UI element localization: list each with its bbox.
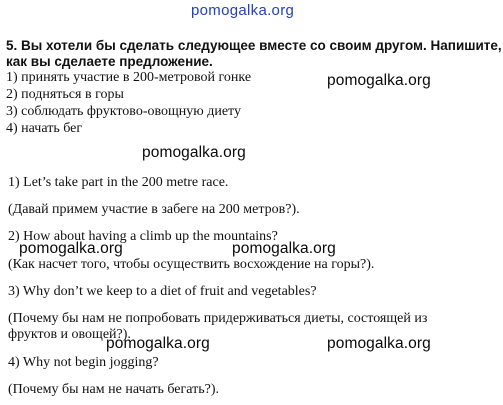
- watermark-2: pomogalka.org: [142, 144, 246, 161]
- watermark-1: pomogalka.org: [327, 72, 431, 89]
- task-item-1: 1) принять участие в 200-метровой гонке: [6, 70, 252, 85]
- answer-2-russian: (Как насчет того, чтобы осуществить восхождение на горы?).: [8, 257, 375, 272]
- answer-4-english: 4) Why not begin jogging?: [8, 355, 159, 370]
- answer-2-english: 2) How about having a climb up the mountains?: [8, 229, 278, 244]
- answer-1-russian: (Давай примем участие в забеге на 200 метров?).: [8, 202, 300, 217]
- watermark-top: pomogalka.org: [191, 2, 295, 19]
- task-item-3: 3) соблюдать фруктово-овощную диету: [6, 104, 241, 119]
- answer-3-english: 3) Why don’t we keep to a diet of fruit and vegetables?: [8, 284, 317, 299]
- watermark-5: pomogalka.org: [106, 335, 210, 352]
- answer-4-russian: (Почему бы нам не начать бегать?).: [8, 382, 219, 397]
- watermark-6: pomogalka.org: [327, 335, 431, 352]
- watermark-4: pomogalka.org: [232, 240, 336, 257]
- task-item-4: 4) начать бег: [6, 121, 83, 136]
- answer-1-english: 1) Let’s take part in the 200 metre race.: [8, 175, 229, 190]
- answer-3-russian-line-1: (Почему бы нам не попробовать придерживаться диеты, состоящей из: [8, 311, 428, 326]
- task-item-2: 2) подняться в горы: [6, 87, 124, 102]
- watermark-3: pomogalka.org: [19, 240, 123, 257]
- task-title-line-2: как вы сделаете предложение.: [6, 54, 213, 69]
- answer-3-russian-line-2: фруктов и овощей?).: [8, 327, 131, 342]
- task-title-line-1: 5. Вы хотели бы сделать следующее вместе со своим другом. Напишите,: [6, 38, 502, 53]
